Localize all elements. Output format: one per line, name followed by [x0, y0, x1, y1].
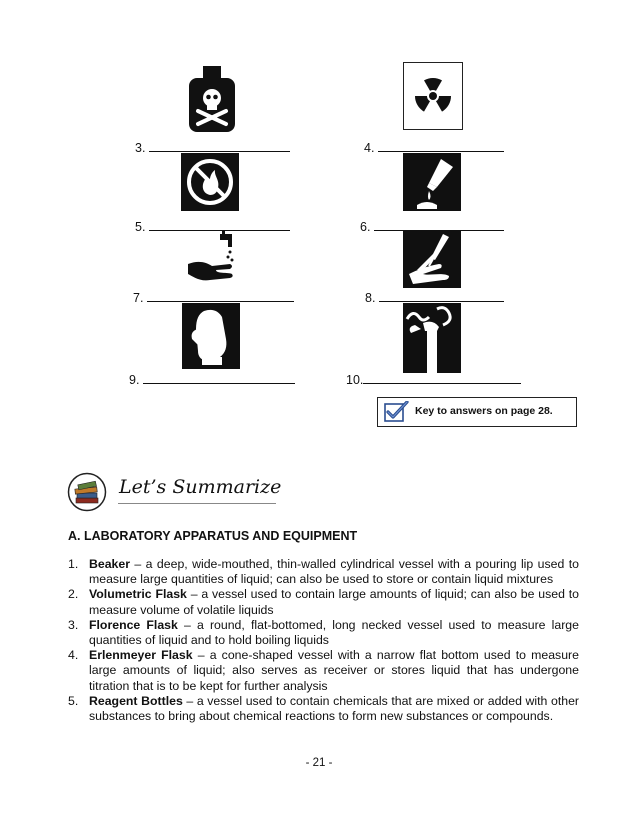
list-item: 1. Beaker – a deep, wide-mouthed, thin-walled cylindrical vessel with a pouring lip used to measure large quantities of liquid; can also be used to store or contain liquid mixtures	[68, 557, 579, 587]
list-item: 3. Florence Flask – a round, flat-bottomed, long necked vessel used to measure large quantities of liquid and to hold boiling liquids	[68, 617, 579, 648]
answer-key-text: Key to answers on page 28.	[415, 405, 553, 417]
radiation-icon	[403, 62, 463, 130]
wash-hands-icon	[184, 230, 240, 288]
list-item: 4. Erlenmeyer Flask – a cone-shaped vessel with a narrow flat bottom used to measure large amounts of liquid; also serves as receiver or stores liquid that has undergone titration that is to be kept for further analysis	[68, 648, 579, 693]
summary-underline	[118, 503, 276, 504]
page-number: - 21 -	[305, 757, 333, 769]
books-icon	[67, 472, 107, 512]
no-fire-icon	[181, 153, 239, 211]
list-item: 2. Volumetric Flask – a vessel used to contain large amounts of liquid; can also be used to measure volume of volatile liquids	[68, 587, 579, 617]
corrosive-pour-icon	[403, 153, 461, 211]
list-item: 5. Reagent Bottles – a vessel used to contain chemicals that are mixed or added with other substances to bring about chemical reactions to form new substances or compounds.	[68, 693, 580, 724]
blank-5[interactable]: 5.	[135, 219, 290, 234]
dropper-on-hand-icon	[403, 230, 461, 288]
wafting-fumes-icon	[403, 303, 461, 373]
blank-7[interactable]: 7.	[133, 290, 294, 305]
answer-key-note	[377, 397, 577, 427]
blank-4[interactable]: 4.	[364, 140, 504, 155]
blank-6[interactable]: 6.	[360, 219, 504, 234]
glove-icon	[182, 303, 240, 369]
blank-10[interactable]: 10.	[346, 372, 521, 387]
poison-icon	[186, 64, 238, 134]
check-icon	[382, 401, 409, 423]
blank-3[interactable]: 3.	[135, 140, 290, 155]
section-heading: A. LABORATORY APPARATUS AND EQUIPMENT	[68, 529, 358, 543]
blank-8[interactable]: 8.	[365, 290, 504, 305]
apparatus-list	[68, 557, 579, 724]
summary-title: Let’s Summarize	[119, 476, 282, 498]
blank-9[interactable]: 9.	[129, 372, 295, 387]
